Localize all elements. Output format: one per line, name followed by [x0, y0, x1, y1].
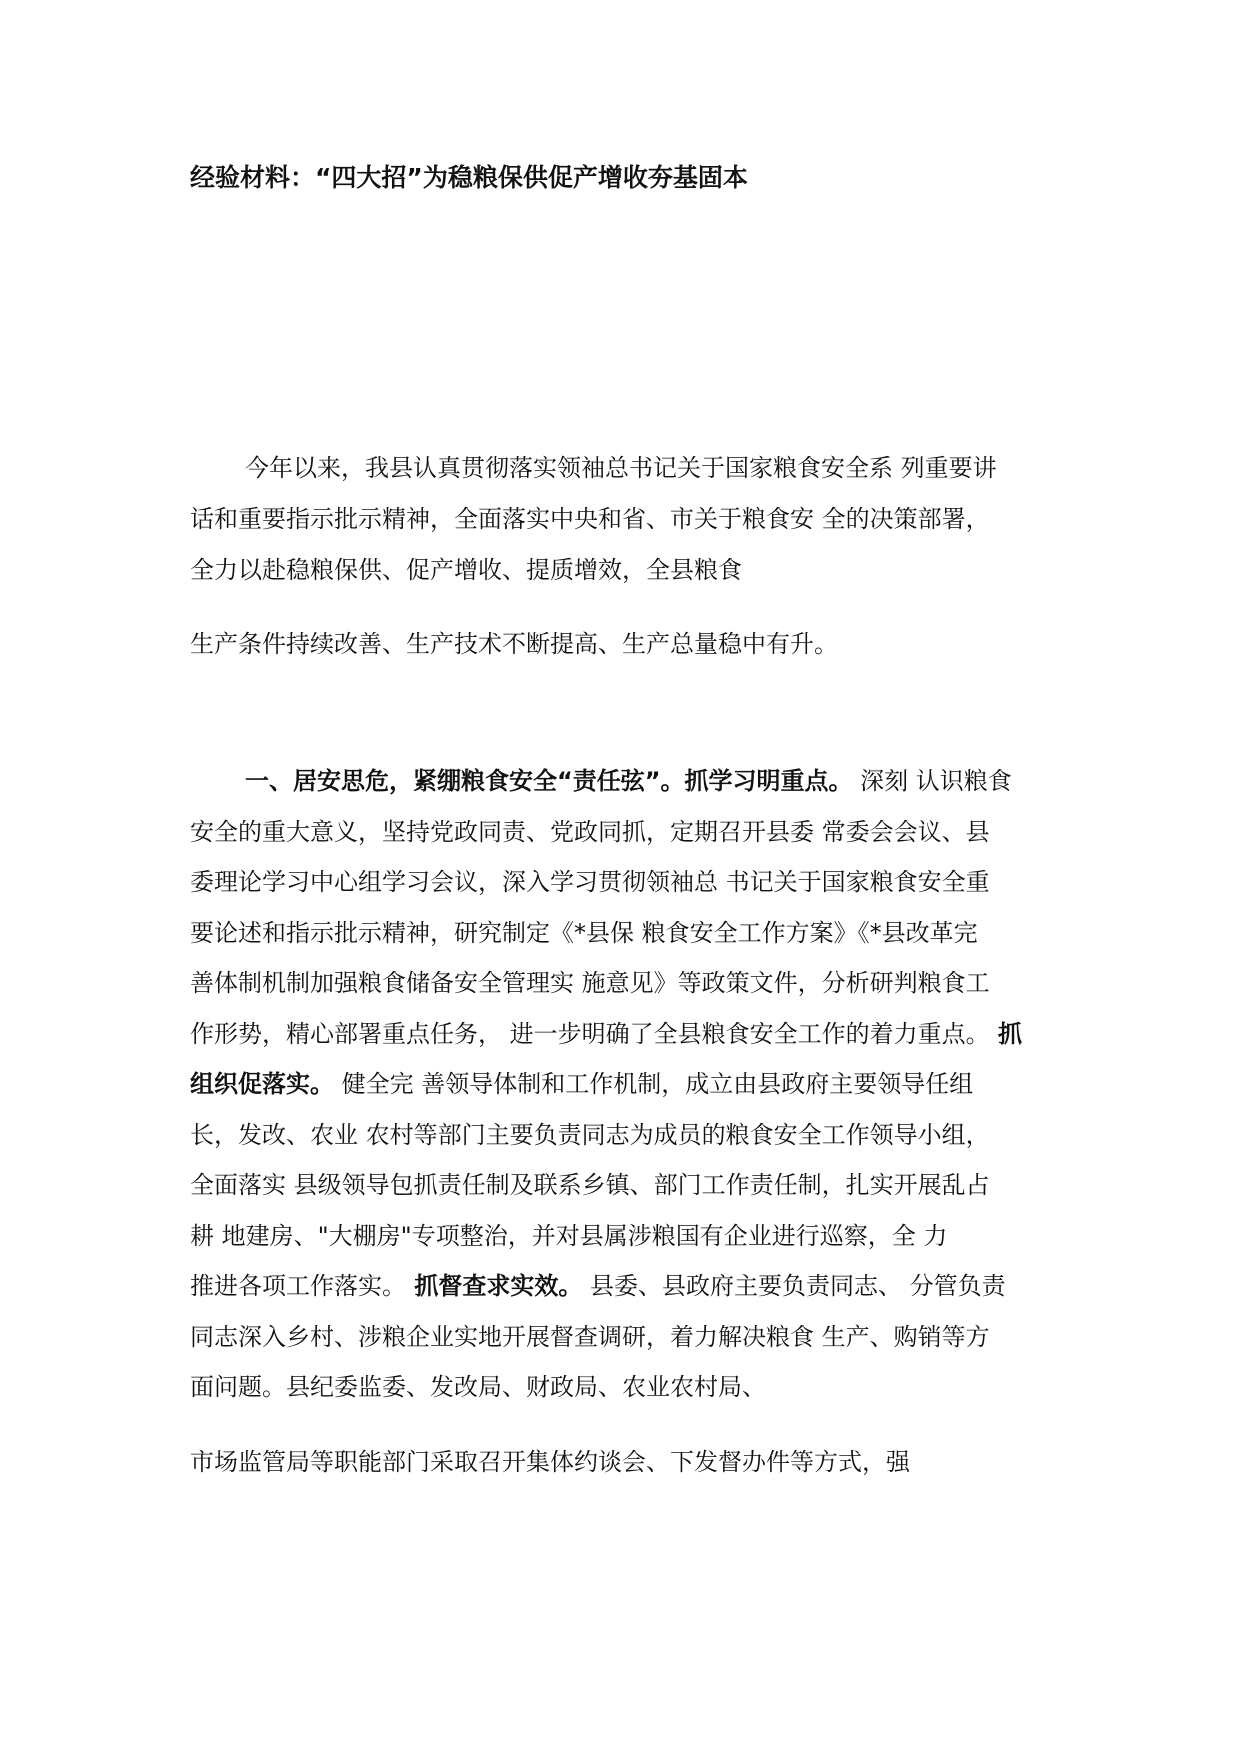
- document-title: 经验材料：“四大招”为稳粮保供促产增收夯基固本: [190, 163, 748, 192]
- section1-line-12: 同志深入乡村、涉粮企业实地开展督查调研，着力解决粮食 生产、购销等方: [190, 1323, 990, 1351]
- section1-heading: 一、居安思危，紧绷粮食安全“责任弦”。抓学习明重点。: [245, 767, 853, 795]
- section1-line-3: 委理论学习中心组学习会议，深入学习贯彻领袖总 书记关于国家粮食安全重: [190, 868, 990, 896]
- section1-line-7: [190, 1067, 973, 1101]
- section1-line-9: 全面落实 县级领导包抓责任制及联系乡镇、部门工作责任制，扎实开展乱占: [190, 1171, 990, 1199]
- intro-line-2: 话和重要指示批示精神，全面落实中央和省、市关于粮食安 全的决策部署，: [190, 505, 990, 533]
- section1-line11-tail: 县委、县政府主要负责同志、 分管负责: [582, 1272, 1006, 1300]
- section1-line-8: 长，发改、农业 农村等部门主要负责同志为成员的粮食安全工作领导小组，: [190, 1121, 990, 1149]
- section1-line-14: 市场监管局等职能部门采取召开集体约谈会、下发督办件等方式，强: [190, 1448, 910, 1476]
- section1-line-13: 面问题。县纪委监委、发改局、财政局、农业农村局、: [190, 1373, 766, 1401]
- section1-line-6: [190, 1017, 1022, 1051]
- section1-line-11: [190, 1269, 1006, 1303]
- section1-line6-bold: 抓: [989, 1020, 1022, 1048]
- section1-line11-text: 推进各项工作落实。: [190, 1272, 406, 1300]
- section1-line-2: 安全的重大意义，坚持党政同责、党政同抓，定期召开县委 常委会会议、县: [190, 818, 990, 846]
- section1-line11-bold: 抓督查求实效。: [406, 1272, 583, 1300]
- section1-line6-text: 作形势，精心部署重点任务， 进一步明确了全县粮食安全工作的着力重点。: [190, 1020, 990, 1048]
- intro-line-1: 今年以来，我县认真贯彻落实领袖总书记关于国家粮食安全系 列重要讲: [245, 454, 997, 482]
- intro-line-3: 全力以赴稳粮保供、促产增收、提质增效，全县粮食: [190, 556, 742, 584]
- section1-line-4: 要论述和指示批示精神，研究制定《*县保 粮食安全工作方案》《*县改革完: [190, 919, 978, 947]
- section1-line7-bold: 组织促落实。: [190, 1070, 334, 1098]
- section1-line-10: 耕 地建房、"大棚房"专项整治，并对县属涉粮国有企业进行巡察，全 力: [190, 1222, 948, 1250]
- intro-line-4: 生产条件持续改善、生产技术不断提高、生产总量稳中有升。: [190, 630, 838, 658]
- section1-line-1: [245, 764, 1012, 798]
- section1-line7-text: 健全完 善领导体制和工作机制，成立由县政府主要领导任组: [334, 1070, 974, 1098]
- section1-line-5: 善体制机制加强粮食储备安全管理实 施意见》等政策文件，分析研判粮食工: [190, 969, 990, 997]
- section1-line1-tail: 深刻 认识粮食: [852, 767, 1012, 795]
